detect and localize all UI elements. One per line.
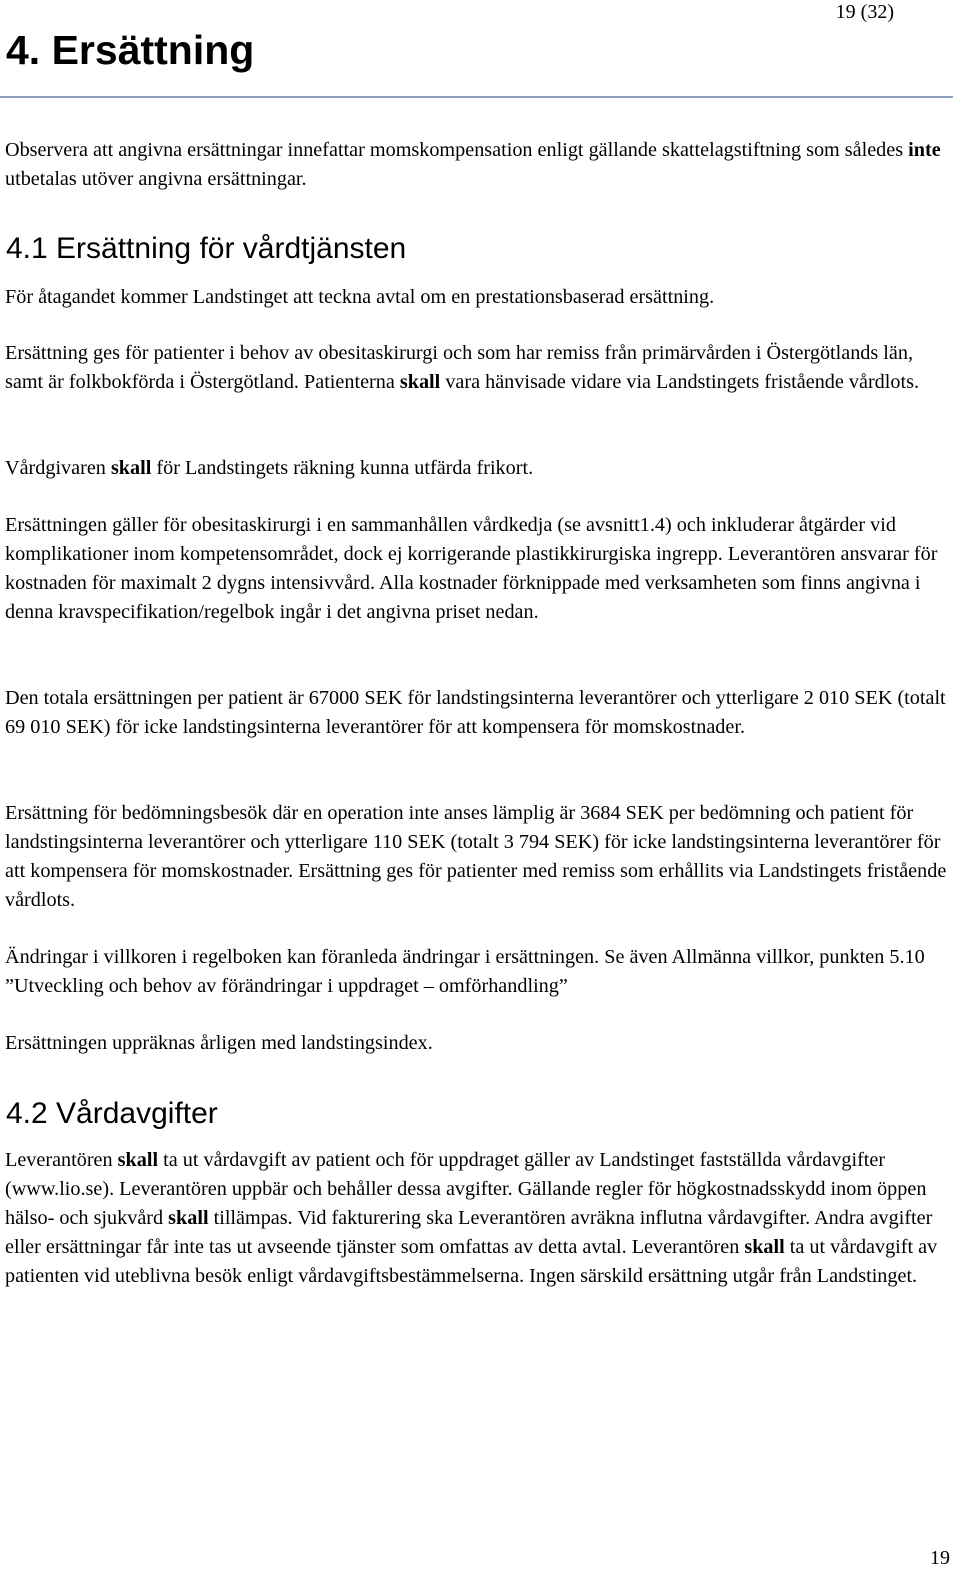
paragraph-agreement: För åtagandet kommer Landstinget att teckna avtal om en prestationsbaserad ersättning. [5,286,715,308]
paragraph-assessment: Ersättning för bedömningsbesök där en operation inte anses lämplig är 3684 SEK per bedömning och patient för landstingsinterna leverantörer och ytterligare 110 SEK (totalt 3 794 SEK) för icke landstingsinterna leverantörer för att kompensera för momskostnader. Ersättning ges för patienter med remiss som erhållits via Landstingets fristående vårdlots. [5,802,947,911]
section-title: 4. Ersättning [6,27,255,73]
subsection-title-4-1: 4.1 Ersättning för vårdtjänsten [6,232,407,265]
subsection-title-4-2: 4.2 Vårdavgifter [6,1097,218,1130]
intro-paragraph: Observera att angivna ersättningar innefattar momskompensation enligt gällande skattelagstiftning som således inte utbetalas utöver angivna ersättningar. [5,139,941,190]
paragraph-index: Ersättningen uppräknas årligen med landstingsindex. [5,1032,433,1054]
paragraph-frikort: Vårdgivaren skall för Landstingets räkning kunna utfärda frikort. [5,457,534,479]
paragraph-scope: Ersättningen gäller för obesitaskirurgi i en sammanhållen vårdkedja (se avsnitt1.4) och inkluderar åtgärder vid komplikationer inom kompetensområdet, dock ej korrigerande plastikkirurgiska ingrepp. Leverantören ansvarar för kostnaden för maximalt 2 dygns intensivvård. Alla kostnader förknippade med verksamheten som finns angivna i denna kravspecifikation/regelbok ingår i det angivna priset nedan. [5,514,938,623]
paragraph-changes: Ändringar i villkoren i regelboken kan föranleda ändringar i ersättningen. Se även Allmänna villkor, punkten 5.10 ”Utveckling och behov av förändringar i uppdraget – omförhandling” [5,946,925,997]
header-rule [0,96,953,98]
page-counter: 19 (32) [835,1,894,23]
paragraph-total-compensation: Den totala ersättningen per patient är 67000 SEK för landstingsinterna leverantörer och ytterligare 2 010 SEK (totalt 69 010 SEK) för icke landstingsinterna leverantörer för att kompensera för momskostnader. [5,687,946,738]
paragraph-fees: Leverantören skall ta ut vårdavgift av patient och för uppdraget gäller av Landstinget fastställda vårdavgifter (www.lio.se). Leverantören uppbär och behåller dessa avgifter. Gällande regler för högkostnadsskydd inom öppen hälso- och sjukvård skall tillämpas. Vid fakturering ska Leverantören avräkna influtna vårdavgifter. Andra avgifter eller ersättningar får inte tas ut avseende tjänster som omfattas av detta avtal. Leverantören skall ta ut vårdavgift av patienten vid uteblivna besök enligt vårdavgiftsbestämmelserna. Ingen särskild ersättning utgår från Landstinget. [5,1149,938,1287]
page-number: 19 [930,1547,950,1569]
paragraph-patients: Ersättning ges för patienter i behov av obesitaskirurgi och som har remiss från primärvården i Östergötlands län, samt är folkbokförda i Östergötland. Patienterna skall vara hänvisade vidare via Landstingets fristående vårdlots. [5,342,919,393]
